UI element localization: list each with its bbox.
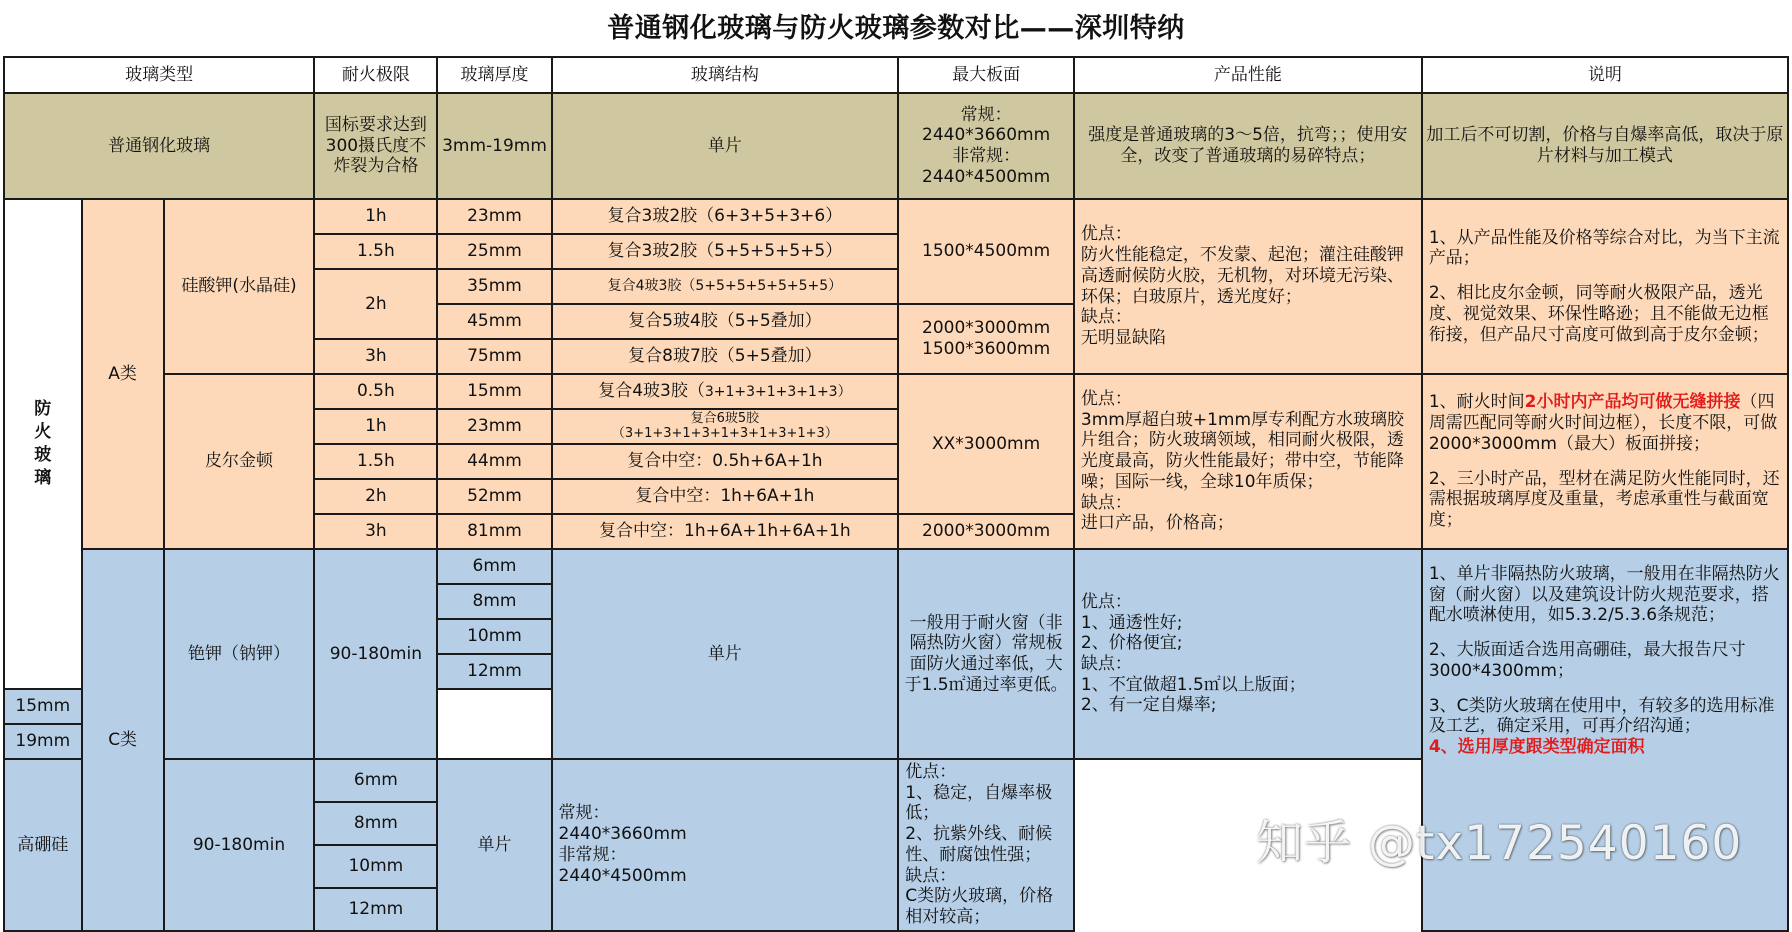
tempered-notes: 加工后不可切割，价格与自爆率高低，取决于原片材料与加工模式 — [1422, 93, 1788, 199]
thickness-cell: 15mm — [437, 374, 551, 409]
size-line: 1500*3600mm — [922, 339, 1051, 359]
silicate-name: 硅酸钾(水晶硅) — [164, 199, 315, 374]
thickness-cell: 12mm — [314, 888, 437, 931]
borosilicate-fire-limit: 90-180min — [164, 759, 315, 931]
borosilicate-max-size — [552, 759, 899, 931]
fire-limit-cell: 1.5h — [314, 444, 437, 479]
size-line: 非常规： — [952, 146, 1021, 166]
perf-line: 优点： — [1080, 224, 1132, 245]
comparison-table — [3, 56, 1789, 932]
header-glass-type: 玻璃类型 — [4, 57, 314, 93]
thickness-cell: 23mm — [437, 199, 551, 234]
note-text: 1、耐火时间 — [1428, 392, 1525, 413]
cesium-name: 铯钾（钠钾） — [164, 549, 315, 759]
perf-line: 1、不宜做超1.5㎡以上版面； — [1080, 674, 1306, 695]
thickness-cell: 10mm — [314, 845, 437, 888]
silicate-size-1: 1500*4500mm — [898, 199, 1074, 304]
note-line: 2、相比皮尔金顿，同等耐火极限产品，透光度、视觉效果、环保性略逊；且不能做无边框衔接，但产品尺寸高度可做到高于皮尔金顿； — [1428, 283, 1769, 345]
note-line: 3、C类防火玻璃在使用中，有较多的选用标准及工艺，确定采用，可再介绍沟通； — [1428, 695, 1775, 737]
pilkington-notes — [1422, 374, 1788, 549]
perf-line: 优点： — [905, 762, 957, 782]
note-line: 2、三小时产品，型材在满足防火性能同时，还需根据玻璃厚度及重量，考虑承重性与截面宽度； — [1428, 468, 1780, 530]
thickness-cell: 8mm — [437, 584, 551, 619]
perf-line: 2、有一定自爆率; — [1080, 695, 1217, 716]
pilkington-performance — [1074, 374, 1422, 549]
thickness-cell: 52mm — [437, 479, 551, 514]
note-line: 4、选用厚度跟类型确定面积 — [1428, 737, 1645, 758]
perf-line: 缺点： — [1080, 307, 1132, 328]
tempered-row — [4, 93, 1788, 199]
watermark-text: 知乎 @tx172540160 — [1256, 816, 1743, 871]
cesium-performance — [1074, 549, 1422, 759]
cesium-structure: 单片 — [552, 549, 899, 759]
header-structure: 玻璃结构 — [552, 57, 899, 93]
thickness-cell: 81mm — [437, 514, 551, 549]
pilkington-size-2: 2000*3000mm — [898, 514, 1074, 549]
structure-cell: 复合中空：1h+6A+1h — [552, 479, 899, 514]
thickness-cell: 25mm — [437, 234, 551, 269]
fire-limit-cell: 3h — [314, 339, 437, 374]
pilkington-size-1: XX*3000mm — [898, 374, 1074, 514]
fire-limit-cell: 0.5h — [314, 374, 437, 409]
structure-cell: 复合中空：0.5h+6A+1h — [552, 444, 899, 479]
tempered-performance: 强度是普通玻璃的3～5倍，抗弯；；使用安全，改变了普通玻璃的易碎特点； — [1074, 93, 1422, 199]
size-line: 常规： — [960, 104, 1012, 125]
perf-line: 缺点： — [1080, 492, 1132, 513]
size-line: 2440*3660mm — [558, 824, 687, 845]
structure-cell: 复合3玻2胶（5+5+5+5+5） — [552, 234, 899, 269]
tempered-thickness: 3mm-19mm — [437, 93, 551, 199]
fire-limit-cell: 1.5h — [314, 234, 437, 269]
perf-line: 2、抗紫外线、耐候性、耐腐蚀性强； — [905, 824, 1053, 865]
thickness-cell: 35mm — [437, 269, 551, 304]
tempered-structure: 单片 — [552, 93, 899, 199]
header-max-size: 最大板面 — [898, 57, 1074, 93]
perf-line: 缺点： — [1080, 654, 1132, 674]
thickness-cell: 19mm — [4, 724, 82, 759]
thickness-cell: 10mm — [437, 619, 551, 654]
structure-cell: 复合4玻3胶（5+5+5+5+5+5+5） — [552, 269, 899, 304]
note-line: 1、单片非隔热防火玻璃，一般用在非隔热防火窗（耐火窗）以及建筑设计防火规范要求，搭配水喷淋使用，如5.3.2/5.3.6条规范； — [1428, 564, 1780, 626]
note-text: （四周需匹配同等耐火时间边框），长度不限，可做2000*3000mm（最大）板面拼接； — [1428, 392, 1778, 454]
thickness-cell: 23mm — [437, 409, 551, 444]
size-line: 2440*4500mm — [922, 166, 1051, 187]
structure-text: 3+1+3+1+3+1+3） — [704, 384, 852, 401]
perf-line: 进口产品，价格高； — [1080, 513, 1234, 534]
table-row — [4, 374, 1788, 409]
borosilicate-name: 高硼硅 — [4, 759, 82, 931]
perf-line: 1、稳定，自爆率极低； — [905, 782, 1053, 824]
note-line: 2、大版面适合选用高硼硅，最大报告尺寸3000*4300mm； — [1428, 640, 1746, 681]
size-line: 2440*3660mm — [922, 125, 1051, 146]
fire-glass-label: 防火玻璃 — [4, 199, 82, 689]
structure-text: 复合6玻5胶 — [690, 411, 760, 427]
page-title: 普通钢化玻璃与防火玻璃参数对比——深圳特纳 — [607, 13, 1185, 44]
table-row — [4, 549, 1788, 584]
header-performance: 产品性能 — [1074, 57, 1422, 93]
perf-line: 优点： — [1080, 591, 1132, 612]
perf-line: 缺点： — [905, 865, 957, 886]
fire-limit-cell: 2h — [314, 269, 437, 339]
thickness-cell: 45mm — [437, 304, 551, 339]
fire-limit-cell: 3h — [314, 514, 437, 549]
fire-limit-cell: 1h — [314, 199, 437, 234]
size-line: 非常规： — [558, 844, 627, 865]
note-line — [1429, 392, 1781, 454]
note-line: 1、从产品性能及价格等综合对比，为当下主流产品； — [1428, 227, 1780, 269]
tempered-fire-limit: 国标要求达到300摄氏度不炸裂为合格 — [314, 93, 437, 199]
perf-line: 无明显缺陷 — [1080, 327, 1166, 348]
size-line: 2000*3000mm — [922, 318, 1051, 339]
tempered-type: 普通钢化玻璃 — [4, 93, 314, 199]
cesium-fire-limit: 90-180min — [314, 549, 437, 759]
pilkington-name: 皮尔金顿 — [164, 374, 315, 549]
class-c-label: C类 — [82, 549, 164, 931]
thickness-cell: 6mm — [437, 549, 551, 584]
silicate-notes — [1422, 199, 1788, 374]
borosilicate-performance — [898, 759, 1074, 931]
thickness-cell: 75mm — [437, 339, 551, 374]
structure-cell: 复合中空：1h+6A+1h+6A+1h — [552, 514, 899, 549]
size-line: 2440*4500mm — [558, 865, 687, 886]
silicate-performance — [1074, 199, 1422, 374]
header-row — [4, 57, 1788, 93]
perf-line: 1、通透性好; — [1080, 612, 1183, 633]
structure-cell — [552, 374, 899, 409]
perf-line: 优点： — [1080, 388, 1132, 409]
header-thickness: 玻璃厚度 — [437, 57, 551, 93]
table-row — [4, 199, 1788, 234]
class-c-notes — [1422, 549, 1788, 931]
thickness-cell: 6mm — [314, 759, 437, 802]
perf-line: 防火性能稳定，不发蒙、起泡；灌注硅酸钾高透耐候防火胶，无机物，对环境无污染、环保；白玻原片，透光度好； — [1080, 245, 1404, 307]
thickness-cell: 12mm — [437, 654, 551, 689]
note-highlight: 2小时内产品均可做无缝拼接 — [1524, 392, 1741, 413]
fire-limit-cell: 1h — [314, 409, 437, 444]
perf-line: 2、价格便宜; — [1080, 633, 1183, 654]
perf-line: 3mm厚超白玻+1mm厚专利配方水玻璃胶片组合；防火玻璃领域，相同耐火极限，透光度最高，防火性能最好；带中空，节能降噪；国际一线，全球10年质保； — [1080, 409, 1405, 492]
structure-text: 复合4玻3胶（ — [598, 381, 705, 402]
thickness-cell: 8mm — [314, 802, 437, 845]
structure-cell — [552, 409, 899, 444]
structure-text: （3+1+3+1+3+1+3+1+3+1+3） — [611, 425, 838, 441]
borosilicate-structure: 单片 — [437, 759, 551, 931]
perf-line: C类防火玻璃，价格相对较高； — [905, 886, 1054, 928]
tempered-max-size — [898, 93, 1074, 199]
structure-cell: 复合3玻2胶（6+3+5+3+6） — [552, 199, 899, 234]
thickness-cell: 15mm — [4, 689, 82, 724]
class-a-label: A类 — [82, 199, 164, 549]
size-line: 常规： — [558, 803, 610, 824]
structure-cell: 复合5玻4胶（5+5叠加） — [552, 304, 899, 339]
silicate-size-2 — [898, 304, 1074, 374]
thickness-cell: 44mm — [437, 444, 551, 479]
cesium-max-size: 一般用于耐火窗（非隔热防火窗）常规板面防火通过率低，大于1.5㎡通过率更低。 — [898, 549, 1074, 759]
header-fire-limit: 耐火极限 — [314, 57, 437, 93]
fire-limit-cell: 2h — [314, 479, 437, 514]
structure-cell: 复合8玻7胶（5+5叠加） — [552, 339, 899, 374]
header-notes: 说明 — [1422, 57, 1788, 93]
